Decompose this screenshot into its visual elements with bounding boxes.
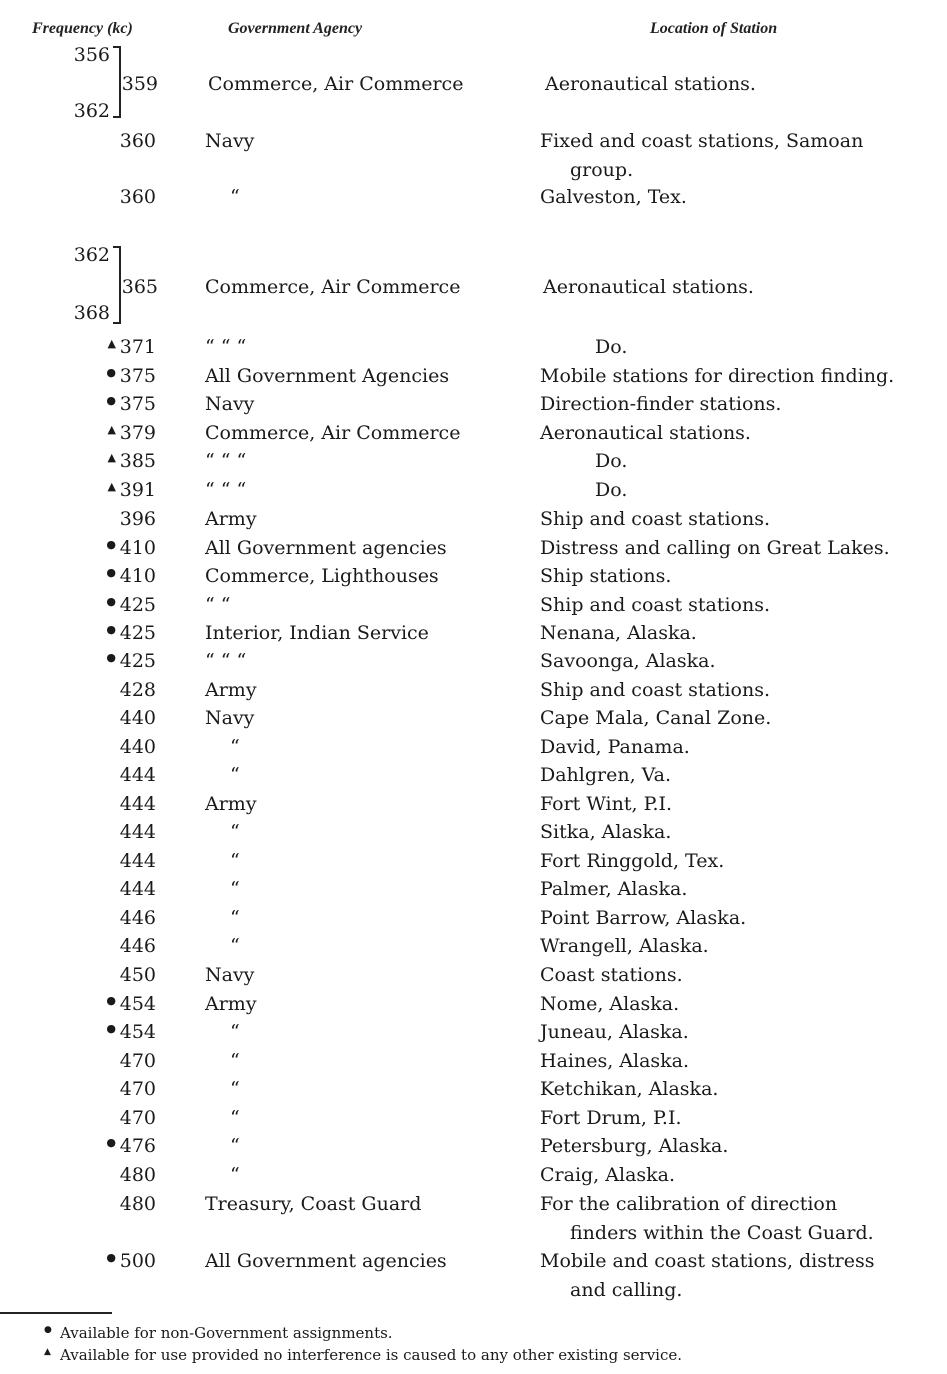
frequency-cell: 360 [119, 130, 156, 152]
footnote-a-marker: ● [106, 651, 116, 664]
location-cell: Ship and coast stations. [540, 594, 771, 616]
footnote-a-marker: ● [106, 366, 116, 379]
frequency-cell: 396 [119, 508, 156, 530]
frequency-cell: 444 [119, 793, 156, 815]
agency-cell: Navy [205, 707, 255, 729]
location-cell: Ship and coast stations. [540, 679, 771, 701]
agency-cell: Navy [205, 964, 255, 986]
agency-cell: “ [230, 1078, 240, 1100]
frequency-column-header: Frequency (kc) [32, 20, 133, 37]
agency-cell: “ [230, 186, 240, 208]
frequency-cell: 480 [119, 1164, 156, 1186]
location-cell: Ship and coast stations. [540, 508, 771, 530]
agency-cell: “ “ [205, 594, 231, 616]
agency-cell: “ “ “ [205, 479, 247, 501]
frequency-cell: 379 [119, 422, 156, 444]
agency-cell: Army [205, 993, 257, 1015]
location-cell: Haines, Alaska. [540, 1050, 690, 1072]
footnote-a-marker: ● [106, 394, 116, 407]
location-cell: Savoonga, Alaska. [540, 650, 716, 672]
frequency-cell: 470 [119, 1107, 156, 1129]
frequency-cell: 410 [119, 565, 156, 587]
agency-cell: “ [230, 907, 240, 929]
frequency-cell: 360 [119, 186, 156, 208]
range-high-frequency: 368 [73, 302, 110, 324]
frequency-cell: 444 [119, 764, 156, 786]
location-cell: For the calibration of direction [540, 1193, 838, 1215]
footnote-a-marker: ● [106, 1136, 116, 1149]
footnote-a-marker: ● [106, 1251, 116, 1264]
footnote-a-marker: ● [106, 623, 116, 636]
frequency-cell: 470 [119, 1078, 156, 1100]
agency-cell: All Government agencies [205, 537, 447, 559]
agency-cell: Army [205, 793, 257, 815]
location-cell-continuation: group. [570, 159, 634, 181]
location-cell: Cape Mala, Canal Zone. [540, 707, 772, 729]
location-cell: Juneau, Alaska. [540, 1021, 689, 1043]
agency-cell: “ “ “ [205, 336, 247, 358]
footnote-a: Available for non-Government assignments. [60, 1324, 393, 1342]
footnote-b-marker: ▲ [44, 1347, 51, 1357]
agency-cell: Commerce, Air Commerce [205, 422, 461, 444]
range-center-frequency: 365 [121, 276, 158, 298]
frequency-cell: 425 [119, 622, 156, 644]
location-cell: Mobile and coast stations, distress [540, 1250, 875, 1272]
location-cell: Fort Wint, P.I. [540, 793, 673, 815]
agency-cell: “ [230, 764, 240, 786]
footnote-a-marker: ● [44, 1325, 52, 1335]
footnote-b-marker: ▲ [107, 480, 116, 493]
agency-cell: “ [230, 1164, 240, 1186]
frequency-cell: 446 [119, 907, 156, 929]
location-cell: Do. [595, 336, 628, 358]
frequency-cell: 371 [119, 336, 156, 358]
location-cell: Aeronautical stations. [540, 422, 751, 444]
location-column-header: Location of Station [650, 20, 778, 37]
location-cell: Ship stations. [540, 565, 672, 587]
frequency-cell: 480 [119, 1193, 156, 1215]
agency-cell: “ [230, 736, 240, 758]
frequency-cell: 444 [119, 878, 156, 900]
frequency-cell: 428 [119, 679, 156, 701]
footnote-rule [0, 1312, 112, 1314]
footnote-a-marker: ● [106, 566, 116, 579]
frequency-cell: 450 [119, 964, 156, 986]
footnote-a-marker: ● [106, 538, 116, 551]
frequency-cell: 476 [119, 1135, 156, 1157]
location-cell: Fort Drum, P.I. [540, 1107, 682, 1129]
frequency-cell: 425 [119, 594, 156, 616]
agency-cell: “ [230, 935, 240, 957]
agency-cell: All Government agencies [205, 1250, 447, 1272]
agency-cell: Treasury, Coast Guard [205, 1193, 422, 1215]
agency-cell: Commerce, Air Commerce [205, 276, 461, 298]
agency-column-header: Government Agency [228, 20, 363, 37]
agency-cell: Commerce, Lighthouses [205, 565, 439, 587]
agency-cell: “ [230, 1050, 240, 1072]
location-cell: Fort Ringgold, Tex. [540, 850, 725, 872]
location-cell: Direction-finder stations. [540, 393, 782, 415]
agency-cell: All Government Agencies [205, 365, 450, 387]
footnote-a-marker: ● [106, 994, 116, 1007]
location-cell: Ketchikan, Alaska. [540, 1078, 719, 1100]
location-cell: Do. [595, 450, 628, 472]
location-cell: Dahlgren, Va. [540, 764, 672, 786]
frequency-cell: 500 [119, 1250, 156, 1272]
location-cell: Do. [595, 479, 628, 501]
agency-cell: “ [230, 1107, 240, 1129]
frequency-cell: 385 [119, 450, 156, 472]
location-cell-continuation: and calling. [570, 1279, 683, 1301]
footnote-b-marker: ▲ [107, 337, 116, 350]
agency-cell: Navy [205, 130, 255, 152]
frequency-cell: 444 [119, 850, 156, 872]
range-center-frequency: 359 [121, 73, 158, 95]
footnote-b-marker: ▲ [107, 423, 116, 436]
location-cell: Craig, Alaska. [540, 1164, 676, 1186]
location-cell: Nome, Alaska. [540, 993, 680, 1015]
frequency-cell: 454 [119, 993, 156, 1015]
agency-cell: “ [230, 821, 240, 843]
footnote-a-marker: ● [106, 1022, 116, 1035]
location-cell-continuation: finders within the Coast Guard. [570, 1222, 874, 1244]
frequency-cell: 440 [119, 707, 156, 729]
frequency-cell: 470 [119, 1050, 156, 1072]
frequency-cell: 425 [119, 650, 156, 672]
location-cell: Point Barrow, Alaska. [540, 907, 747, 929]
agency-cell: “ [230, 1021, 240, 1043]
frequency-cell: 375 [119, 365, 156, 387]
frequency-cell: 410 [119, 537, 156, 559]
location-cell: Fixed and coast stations, Samoan [540, 130, 864, 152]
location-cell: David, Panama. [540, 736, 690, 758]
footnote-b-marker: ▲ [107, 451, 116, 464]
agency-cell: Interior, Indian Service [205, 622, 429, 644]
agency-cell: “ [230, 850, 240, 872]
location-cell: Nenana, Alaska. [540, 622, 697, 644]
location-cell: Aeronautical stations. [543, 276, 754, 298]
location-cell: Coast stations. [540, 964, 683, 986]
range-low-frequency: 362 [73, 244, 110, 266]
frequency-cell: 391 [119, 479, 156, 501]
location-cell: Petersburg, Alaska. [540, 1135, 729, 1157]
agency-cell: Army [205, 508, 257, 530]
location-cell: Distress and calling on Great Lakes. [540, 537, 890, 559]
footnote-a-marker: ● [106, 595, 116, 608]
frequency-cell: 454 [119, 1021, 156, 1043]
range-low-frequency: 356 [73, 44, 110, 66]
location-cell: Wrangell, Alaska. [540, 935, 709, 957]
agency-cell: Navy [205, 393, 255, 415]
frequency-cell: 446 [119, 935, 156, 957]
location-cell: Sitka, Alaska. [540, 821, 672, 843]
agency-cell: Commerce, Air Commerce [208, 73, 464, 95]
agency-cell: Army [205, 679, 257, 701]
location-cell: Galveston, Tex. [540, 186, 687, 208]
range-high-frequency: 362 [73, 100, 110, 122]
frequency-cell: 440 [119, 736, 156, 758]
location-cell: Aeronautical stations. [545, 73, 756, 95]
location-cell: Palmer, Alaska. [540, 878, 688, 900]
agency-cell: “ [230, 878, 240, 900]
agency-cell: “ [230, 1135, 240, 1157]
location-cell: Mobile stations for direction finding. [540, 365, 895, 387]
frequency-cell: 444 [119, 821, 156, 843]
agency-cell: “ “ “ [205, 450, 247, 472]
agency-cell: “ “ “ [205, 650, 247, 672]
footnote-b: Available for use provided no interference is caused to any other existing service. [60, 1346, 683, 1364]
frequency-cell: 375 [119, 393, 156, 415]
